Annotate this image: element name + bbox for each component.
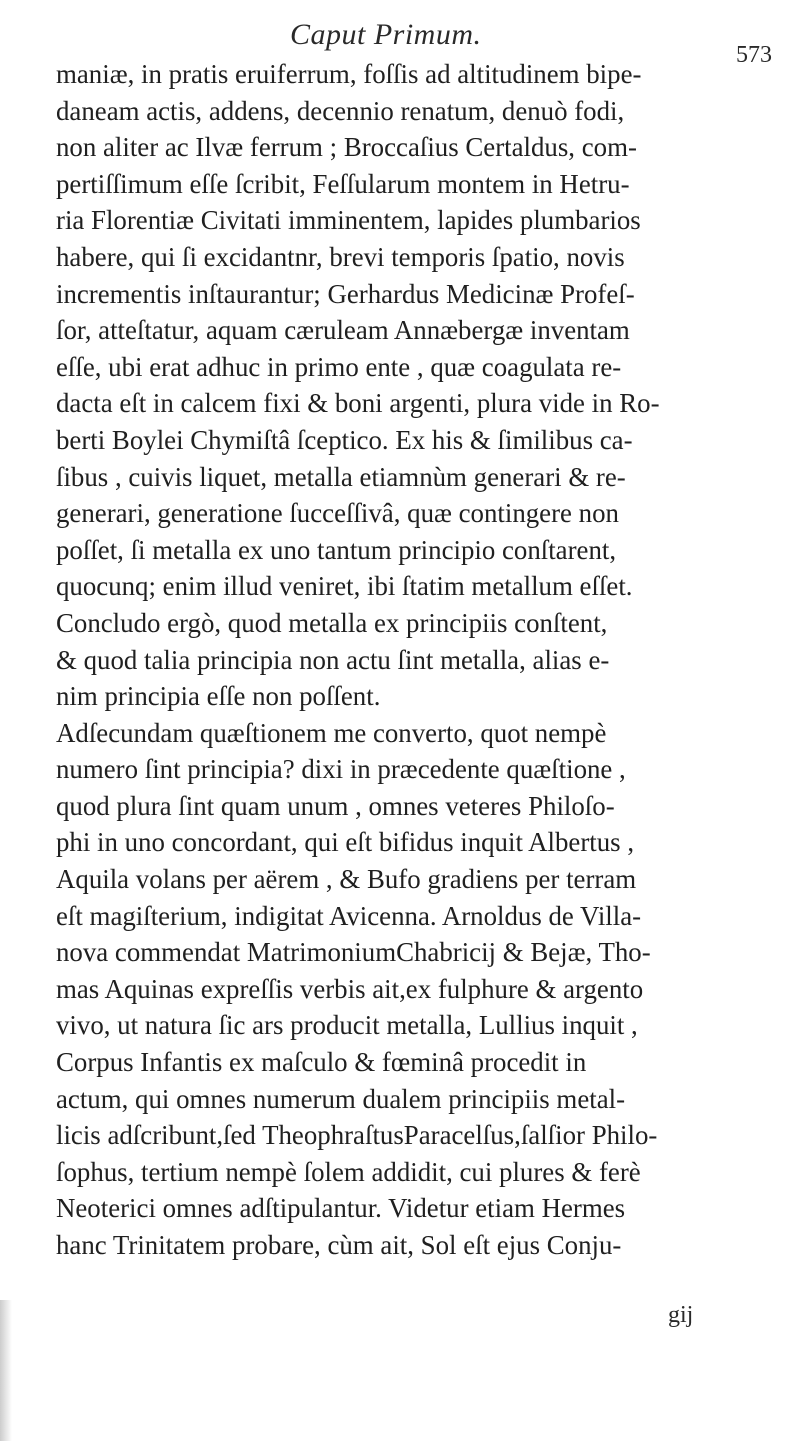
running-head: Caput Primum. <box>290 18 482 51</box>
text-line: incrementis inſtaurantur; Gerhardus Medicinæ Profeſ- <box>56 278 635 309</box>
page-number: 573 <box>736 42 772 68</box>
text-line: eſſe, ubi erat adhuc in primo ente , quæ coagulata re- <box>56 351 622 382</box>
text-line: berti Boylei Chymiſtâ ſceptico. Ex his & ſimilibus ca- <box>56 424 633 455</box>
text-line: pertiſſimum eſſe ſcribit, Feſſularum montem in Hetru- <box>56 168 630 199</box>
text-line: nim principia eſſe non poſſent. <box>56 681 381 712</box>
text-line: Corpus Infantis ex maſculo & fœminâ procedit in <box>56 1047 587 1078</box>
text-line: Concludo ergò, quod metalla ex principiis conſtent, <box>56 607 608 638</box>
text-line: hanc Trinitatem probare, cùm ait, Sol eſt ejus Conju- <box>56 1230 622 1260</box>
text-line: poſſet, ſi metalla ex uno tantum principio conſtarent, <box>56 534 617 565</box>
text-line: daneam actis, addens, decennio renatum, denuò fodi, <box>56 95 625 126</box>
text-line: Neoterici omnes adſtipulantur. Videtur etiam Hermes <box>56 1193 626 1224</box>
text-line: ſibus , cuivis liquet, metalla etiamnùm generari & re- <box>56 461 626 492</box>
text-line: nova commendat MatrimoniumChabricij & Bejæ, Tho- <box>56 937 651 968</box>
text-line: habere, qui ſi excidantnr, brevi temporis ſpatio, novis <box>56 241 625 272</box>
text-line: numero ſint principia? dixi in præcedente quæſtione , <box>56 754 626 785</box>
catchword: gij <box>668 1302 694 1328</box>
text-line: licis adſcribunt,ſed TheophraſtusParacelſus,ſalſior Philo- <box>56 1120 658 1151</box>
text-line: non aliter ac Ilvæ ferrum ; Broccaſius Certaldus, com- <box>56 132 637 163</box>
body-text <box>56 56 796 1264</box>
page-edge-shadow <box>0 1300 12 1441</box>
text-line: dacta eſt in calcem fixi & boni argenti, plura vide in Ro- <box>56 388 660 419</box>
text-line: generari, generatione ſucceſſivâ, quæ contingere non <box>56 498 619 529</box>
text-line: eſt magiſterium, indigitat Avicenna. Arnoldus de Villa- <box>56 900 642 931</box>
text-line: mas Aquinas expreſſis verbis ait,ex fulphure & argento <box>56 973 644 1004</box>
text-line: maniæ, in pratis eruiferrum, foſſis ad altitudinem bipe- <box>56 59 642 89</box>
text-line: ſophus, tertium nempè ſolem addidit, cui plures & ferè <box>56 1156 641 1187</box>
text-line: actum, qui omnes numerum dualem principiis metal- <box>56 1083 626 1114</box>
text-line: ſor, atteſtatur, aquam cæruleam Annæbergæ inventam <box>56 315 630 346</box>
text-line: Aquila volans per aërem , & Bufo gradiens per terram <box>56 864 637 895</box>
text-line: & quod talia principia non actu ſint metalla, alias e- <box>56 644 610 675</box>
text-line: quocunq; enim illud veniret, ibi ſtatim metallum eſſet. <box>56 571 633 602</box>
text-line: quod plura ſint quam unum , omnes veteres Philoſo- <box>56 790 615 821</box>
text-line: Adſecundam quæſtionem me converto, quot nempè <box>56 717 607 748</box>
text-line: vivo, ut natura ſic ars producit metalla, Lullius inquit , <box>56 1010 638 1041</box>
text-line: ria Florentiæ Civitati imminentem, lapides plumbarios <box>56 205 641 236</box>
text-line: phi in uno concordant, qui eſt bifidus inquit Albertus , <box>56 827 635 858</box>
